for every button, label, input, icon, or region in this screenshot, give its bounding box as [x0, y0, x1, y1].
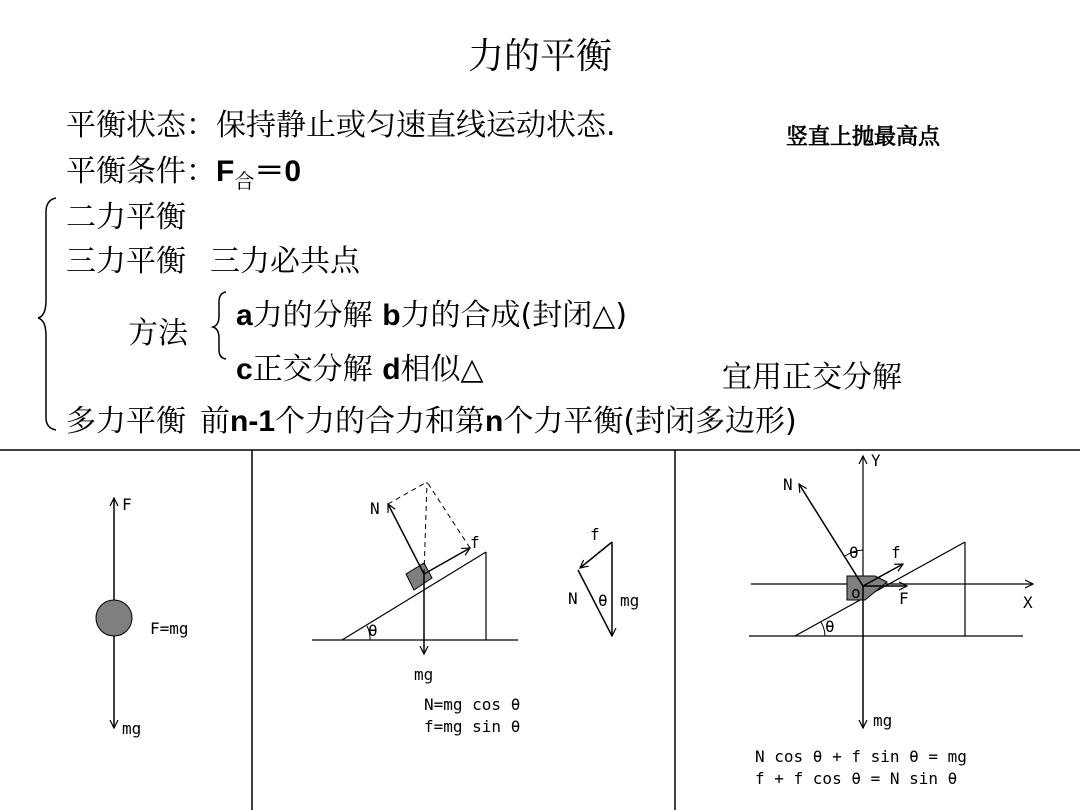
triangle-f-arrow [580, 542, 612, 568]
figure-orthogonal [675, 450, 1080, 810]
fig2-eq2: f=mg sin θ [424, 717, 521, 736]
incline-surface [342, 552, 486, 640]
figure-two-force [0, 450, 252, 810]
two-force-line: 二力平衡 [66, 200, 186, 235]
fig1-eq-label: F=mg [150, 619, 189, 638]
fig2-n-label: N [370, 499, 380, 518]
method-d-text: 相似△ [400, 352, 484, 387]
normal-force-arrow [388, 504, 424, 574]
method-c: c [236, 353, 253, 386]
multi-post: 个力平衡(封闭多边形) [503, 404, 797, 439]
parallelogram-dashed-1 [388, 482, 427, 504]
block [406, 563, 432, 590]
state-label: 平衡状态： [66, 108, 216, 143]
fig3-y-label: Y [871, 451, 881, 470]
state-note: 竖直上抛最高点 [786, 125, 941, 150]
condition-subscript: 合 [234, 169, 255, 193]
triangle-n-label: N [568, 589, 578, 608]
fig3-eq2: f + f cos θ = N sin θ [755, 769, 958, 788]
normal-force-arrow-3 [799, 484, 863, 586]
multi-force-label: 多力平衡 [66, 404, 186, 439]
page-title: 力的平衡 [467, 36, 612, 77]
fig2-f-label: f [470, 533, 480, 552]
fig3-x-label: X [1023, 593, 1033, 612]
fig2-eq1: N=mg cos θ [424, 695, 521, 714]
fig1-mg-label: mg [122, 719, 142, 738]
orthogonal-note: 宜用正交分解 [722, 360, 902, 395]
method-a-text: 力的分解 [252, 298, 383, 333]
triangle-mg-label: mg [620, 591, 640, 610]
resultant-dashed [424, 482, 427, 574]
fig3-o-label: o [851, 583, 861, 602]
multi-n: n [485, 405, 504, 438]
fig3-eq1: N cos θ + f sin θ = mg [755, 747, 967, 766]
method-a: a [236, 299, 253, 332]
fig2-mg-label: mg [414, 665, 434, 684]
fig2-theta-label: θ [368, 621, 378, 640]
fig3-theta-top: θ [849, 543, 859, 562]
fig3-theta-bottom: θ [825, 617, 835, 636]
method-c-text: 正交分解 [252, 352, 383, 387]
condition-eq: ＝0 [254, 155, 302, 188]
ball [96, 600, 132, 636]
multi-pre: 前 [200, 404, 230, 439]
incline-surface-3 [795, 542, 965, 636]
triangle-theta-label: θ [598, 591, 608, 610]
multi-mid: 个力的合力和第 [275, 404, 485, 439]
fig3-n-label: N [783, 475, 793, 494]
multi-n1: n-1 [230, 405, 275, 438]
figure-incline [252, 450, 675, 810]
three-force-note: 三力必共点 [210, 244, 360, 279]
fig3-mg-label: mg [873, 711, 893, 730]
fig3-f-small: f [891, 543, 901, 562]
fig3-F-label: F [899, 589, 909, 608]
fig1-f-label: F [122, 495, 132, 514]
method-b: b [382, 299, 401, 332]
parallelogram-dashed-2 [427, 482, 470, 548]
method-b-text: 力的合成(封闭△) [400, 298, 628, 333]
state-text: 保持静止或匀速直线运动状态. [216, 108, 616, 143]
condition-label: 平衡条件： [66, 154, 216, 189]
condition-f: F [216, 155, 235, 188]
three-force-label: 三力平衡 [66, 244, 186, 279]
method-label: 方法 [128, 316, 188, 351]
friction-arrow [424, 548, 470, 574]
method-d: d [382, 353, 401, 386]
triangle-f-label: f [590, 525, 600, 544]
